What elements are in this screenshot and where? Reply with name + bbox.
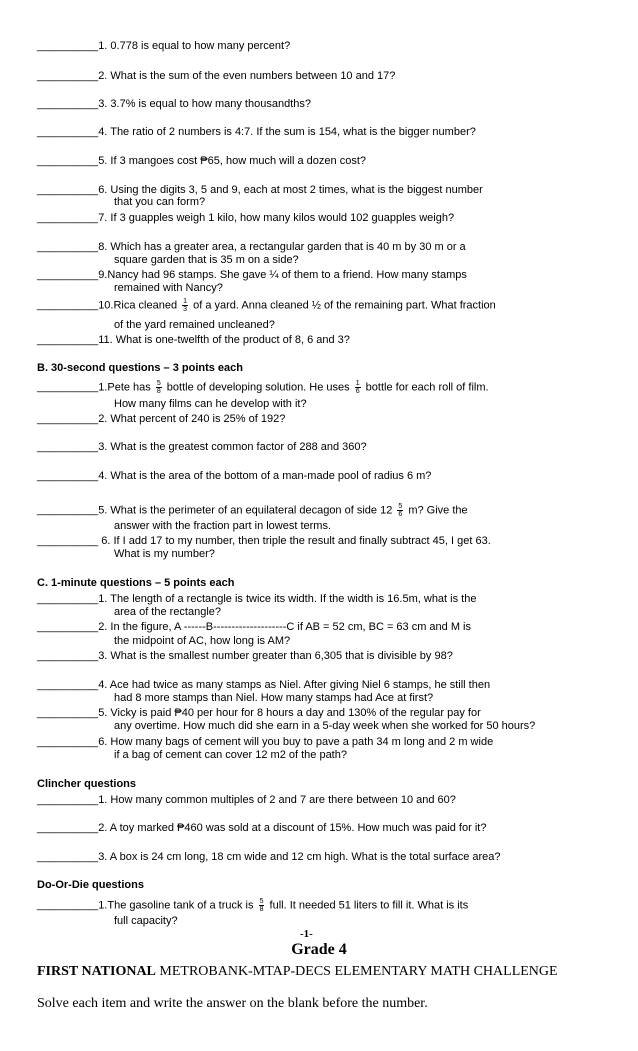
question-text: 1. How many common multiples of 2 and 7 are there between 10 and 60?	[98, 794, 456, 806]
question-text: 6. How many bags of cement will you buy to pave a path 34 m long and 2 m wide	[98, 736, 494, 748]
question-a3	[37, 98, 311, 110]
question-a2	[37, 70, 395, 82]
fraction-numerator: 1	[183, 298, 188, 305]
clincher-question-3	[37, 851, 501, 863]
question-text: 1.The gasoline tank of a truck is	[98, 899, 257, 912]
question-c4-continued: had 8 more stamps than Niel. How many stamps had Ace at first?	[114, 692, 434, 704]
answer-blank[interactable]: __________	[37, 70, 99, 82]
question-text: 6. Using the digits 3, 5 and 9, each at most 2 times, what is the biggest number	[98, 184, 483, 196]
answer-blank[interactable]: __________	[37, 184, 99, 196]
answer-blank[interactable]: __________	[37, 334, 99, 346]
question-text: of a yard. Anna cleaned ½ of the remaining part. What fraction	[190, 299, 496, 312]
contest-title-rest: METROBANK-MTAP-DECS ELEMENTARY MATH CHALLENGE	[155, 964, 558, 979]
question-a6	[37, 184, 483, 196]
question-c5	[37, 707, 481, 719]
question-a4	[37, 126, 476, 138]
question-a6-continued: that you can form?	[114, 196, 206, 208]
question-text: 4. What is the area of the bottom of a man-made pool of radius 6 m?	[98, 470, 432, 482]
fraction-denominator: 8	[259, 906, 264, 913]
fraction-denominator: 6	[398, 511, 403, 518]
do-or-die-question-1-continued: full capacity?	[114, 915, 178, 927]
question-c6	[37, 736, 493, 748]
question-b1	[37, 380, 489, 395]
question-text: bottle for each roll of film.	[362, 381, 489, 394]
question-b6-continued: What is my number?	[114, 548, 215, 560]
question-text: 1. The length of a rectangle is twice its width. If the width is 16.5m, what is the	[98, 593, 477, 605]
answer-blank[interactable]: __________	[37, 241, 99, 253]
question-b1-continued: How many films can he develop with it?	[114, 398, 307, 410]
answer-blank[interactable]: __________	[37, 40, 99, 52]
answer-blank[interactable]: __________	[37, 593, 99, 605]
answer-blank[interactable]: __________	[37, 650, 99, 662]
fraction	[182, 298, 188, 313]
question-text: 3. A box is 24 cm long, 18 cm wide and 12 cm high. What is the total surface area?	[98, 851, 501, 863]
fraction	[156, 380, 162, 395]
answer-blank[interactable]: __________	[37, 381, 99, 394]
question-b6	[37, 535, 491, 547]
answer-blank[interactable]: __________	[37, 413, 99, 425]
question-text: 2. What percent of 240 is 25% of 192?	[98, 413, 286, 425]
contest-title-bold: FIRST NATIONAL	[37, 964, 156, 979]
fraction	[259, 898, 265, 913]
question-b3	[37, 441, 367, 453]
question-a5	[37, 155, 366, 167]
answer-blank[interactable]: __________	[37, 736, 99, 748]
fraction-numerator: 5	[398, 503, 403, 510]
question-c1-continued: area of the rectangle?	[114, 606, 222, 618]
contest-title	[37, 964, 558, 980]
answer-blank[interactable]: __________	[37, 794, 99, 806]
question-c2	[37, 621, 471, 633]
fraction-numerator: 1	[355, 380, 360, 387]
question-a10	[37, 298, 496, 313]
question-b5-continued: answer with the fraction part in lowest terms.	[114, 520, 332, 532]
question-a11	[37, 334, 350, 346]
clincher-heading: Clincher questions	[37, 778, 137, 790]
fraction	[355, 380, 361, 395]
question-a9-continued: remained with Nancy?	[114, 282, 223, 294]
question-b2	[37, 413, 285, 425]
answer-blank[interactable]: __________	[37, 212, 99, 224]
question-c4	[37, 679, 490, 691]
page-number: -1-	[300, 928, 313, 940]
question-a7	[37, 212, 454, 224]
question-text: 7. If 3 guapples weigh 1 kilo, how many kilos would 102 guapples weigh?	[98, 212, 455, 224]
answer-blank[interactable]: __________	[37, 679, 99, 691]
section-b-heading: B. 30-second questions – 3 points each	[37, 362, 243, 374]
question-c3	[37, 650, 453, 662]
clincher-question-2	[37, 822, 486, 834]
do-or-die-heading: Do-Or-Die questions	[37, 879, 144, 891]
answer-blank[interactable]: __________	[37, 899, 99, 912]
fraction-numerator: 5	[259, 898, 264, 905]
question-text: 3. What is the smallest number greater than 6,305 that is divisible by 98?	[98, 650, 453, 662]
question-c1	[37, 593, 476, 605]
question-text: 9.Nancy had 96 stamps. She gave ¼ of them to a friend. How many stamps	[98, 269, 467, 281]
fraction-denominator: 6	[355, 388, 360, 395]
clincher-question-1	[37, 794, 456, 806]
answer-blank[interactable]: __________	[37, 535, 99, 547]
question-c2-continued: the midpoint of AC, how long is AM?	[114, 635, 291, 647]
question-text: 5. Vicky is paid ₱40 per hour for 8 hours a day and 130% of the regular pay for	[98, 707, 481, 719]
question-text: 1. 0.778 is equal to how many percent?	[98, 40, 291, 52]
fraction-denominator: 3	[183, 306, 188, 313]
answer-blank[interactable]: __________	[37, 126, 99, 138]
grade-heading: Grade 4	[291, 941, 347, 958]
question-text: 2. In the figure, A ------B--------------------C if AB = 52 cm, BC = 63 cm and M is	[98, 621, 472, 633]
question-a8	[37, 241, 466, 253]
answer-blank[interactable]: __________	[37, 851, 99, 863]
question-text: bottle of developing solution. He uses	[163, 381, 353, 394]
question-text: 1.Pete has	[98, 381, 154, 394]
question-text: m? Give the	[405, 504, 468, 517]
question-text: 4. The ratio of 2 numbers is 4:7. If the sum is 154, what is the bigger number?	[98, 126, 476, 138]
answer-blank[interactable]: __________	[37, 504, 99, 517]
instructions: Solve each item and write the answer on the blank before the number.	[37, 996, 428, 1011]
question-b4	[37, 470, 431, 482]
section-c-heading: C. 1-minute questions – 5 points each	[37, 577, 235, 589]
answer-blank[interactable]: __________	[37, 299, 99, 312]
fraction	[397, 503, 403, 518]
question-text: 3. 3.7% is equal to how many thousandths?	[98, 98, 311, 110]
answer-blank[interactable]: __________	[37, 269, 99, 281]
question-text: 5. If 3 mangoes cost ₱65, how much will a dozen cost?	[98, 155, 366, 167]
question-c6-continued: if a bag of cement can cover 12 m2 of the path?	[114, 749, 347, 761]
question-a9	[37, 269, 467, 281]
answer-blank[interactable]: __________	[37, 470, 99, 482]
question-b5	[37, 503, 468, 518]
do-or-die-question-1	[37, 898, 468, 913]
question-text: 2. What is the sum of the even numbers between 10 and 17?	[98, 70, 396, 82]
question-text: 5. What is the perimeter of an equilateral decagon of side 12	[98, 504, 396, 517]
answer-blank[interactable]: __________	[37, 621, 99, 633]
question-a10-continued: of the yard remained uncleaned?	[114, 319, 275, 331]
answer-blank[interactable]: __________	[37, 707, 99, 719]
fraction-numerator: 5	[156, 380, 161, 387]
question-text: 6. If I add 17 to my number, then triple the result and finally subtract 45, I get 63.	[98, 535, 491, 547]
question-text: 2. A toy marked ₱460 was sold at a discount of 15%. How much was paid for it?	[98, 822, 487, 834]
answer-blank[interactable]: __________	[37, 441, 99, 453]
question-text: 8. Which has a greater area, a rectangular garden that is 40 m by 30 m or a	[98, 241, 466, 253]
question-text: 3. What is the greatest common factor of 288 and 360?	[98, 441, 367, 453]
question-c5-continued: any overtime. How much did she earn in a 5-day week when she worked for 50 hours?	[114, 720, 536, 732]
question-text: full. It needed 51 liters to fill it. What is its	[266, 899, 469, 912]
answer-blank[interactable]: __________	[37, 98, 99, 110]
question-a1	[37, 40, 290, 52]
question-text: 11. What is one-twelfth of the product of 8, 6 and 3?	[98, 334, 350, 346]
question-text: 10.Rica cleaned	[98, 299, 181, 312]
answer-blank[interactable]: __________	[37, 822, 99, 834]
fraction-denominator: 8	[156, 388, 161, 395]
question-a8-continued: square garden that is 35 m on a side?	[114, 254, 299, 266]
question-text: 4. Ace had twice as many stamps as Niel. After giving Niel 6 stamps, he still then	[98, 679, 491, 691]
answer-blank[interactable]: __________	[37, 155, 99, 167]
